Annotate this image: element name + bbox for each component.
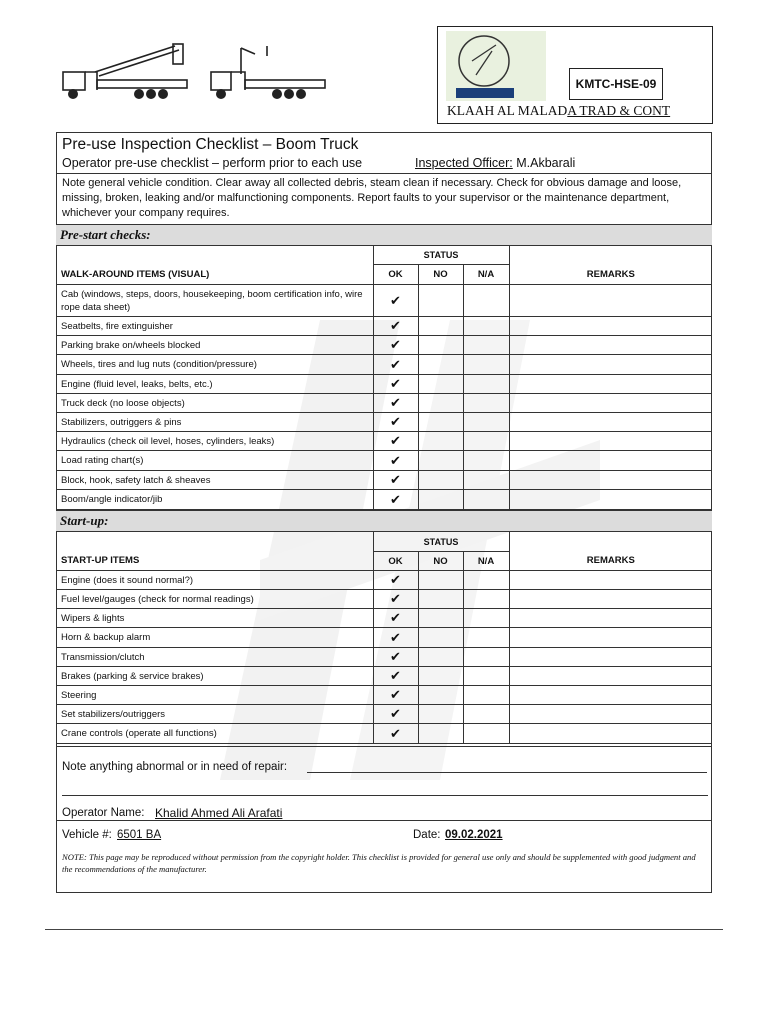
company-name-part2: A TRAD & CONT [567,103,671,118]
na-checkbox[interactable] [463,686,509,705]
checklist-item-label: Fuel level/gauges (check for normal readings) [56,590,373,609]
form-title: Pre-use Inspection Checklist – Boom Truck [62,136,359,153]
ok-checkbox[interactable]: ✔ [373,394,418,413]
na-checkbox[interactable] [463,471,509,490]
no-checkbox[interactable] [418,648,463,667]
checklist-row [56,394,712,413]
ok-checkbox[interactable]: ✔ [373,590,418,609]
checklist-row [56,471,712,490]
no-checkbox[interactable] [418,285,463,317]
checklist-item-label: Hydraulics (check oil level, hoses, cylinders, leaks) [56,432,373,451]
repair-label: Note anything abnormal or in need of repair: [62,761,288,773]
ok-checkbox[interactable]: ✔ [373,375,418,394]
ok-checkbox[interactable]: ✔ [373,724,418,744]
remarks-cell[interactable] [509,471,712,490]
page-bottom-rule [45,929,723,930]
ok-checkbox[interactable]: ✔ [373,285,418,317]
remarks-header: REMARKS [509,265,712,285]
ok-checkbox[interactable]: ✔ [373,628,418,648]
checklist-item-label: Boom/angle indicator/jib [56,490,373,510]
na-checkbox[interactable] [463,432,509,451]
ok-header: OK [373,265,418,285]
status-header: STATUS [373,532,509,552]
remarks-cell[interactable] [509,355,712,375]
checklist-item-label: Set stabilizers/outriggers [56,705,373,724]
ok-checkbox[interactable]: ✔ [373,705,418,724]
ok-checkbox[interactable]: ✔ [373,451,418,471]
items-header: START-UP ITEMS [56,552,373,571]
ok-checkbox[interactable]: ✔ [373,490,418,510]
na-checkbox[interactable] [463,667,509,686]
checklist-row [56,355,712,375]
no-checkbox[interactable] [418,317,463,336]
vehicle-label: Vehicle #: [62,829,112,841]
no-checkbox[interactable] [418,590,463,609]
na-checkbox[interactable] [463,285,509,317]
officer-label: Inspected Officer: [415,156,513,170]
no-checkbox[interactable] [418,394,463,413]
no-checkbox[interactable] [418,686,463,705]
na-checkbox[interactable] [463,413,509,432]
checklist-item-label: Wipers & lights [56,609,373,628]
divider [56,746,712,747]
ok-checkbox[interactable]: ✔ [373,609,418,628]
checklist-item-label: Brakes (parking & service brakes) [56,667,373,686]
na-checkbox[interactable] [463,451,509,471]
no-checkbox[interactable] [418,724,463,744]
blank-cell [56,532,373,552]
divider [56,173,712,174]
ok-checkbox[interactable]: ✔ [373,648,418,667]
no-checkbox[interactable] [418,413,463,432]
no-header: NO [418,552,463,571]
vehicle-number: 6501 BA [117,829,162,841]
remarks-cell[interactable] [509,590,712,609]
remarks-header: REMARKS [509,552,712,571]
na-checkbox[interactable] [463,490,509,510]
ok-checkbox[interactable]: ✔ [373,432,418,451]
na-checkbox[interactable] [463,394,509,413]
company-name [447,103,711,119]
na-header: N/A [463,265,509,285]
remarks-cell[interactable] [509,571,712,590]
startup-table [56,531,712,744]
no-header: NO [418,265,463,285]
checklist-row [56,705,712,724]
checklist-row [56,724,712,744]
checklist-row [56,571,712,590]
divider [56,820,712,821]
no-checkbox[interactable] [418,355,463,375]
no-checkbox[interactable] [418,667,463,686]
na-checkbox[interactable] [463,590,509,609]
checklist-row [56,609,712,628]
inspected-officer [415,156,575,170]
checklist-row [56,413,712,432]
prestart-table [56,245,712,510]
no-checkbox[interactable] [418,705,463,724]
checklist-item-label: Engine (does it sound normal?) [56,571,373,590]
checklist-row [56,285,712,317]
ok-checkbox[interactable]: ✔ [373,317,418,336]
checklist-row [56,490,712,510]
no-checkbox[interactable] [418,451,463,471]
na-header: N/A [463,552,509,571]
checklist-item-label: Parking brake on/wheels blocked [56,336,373,355]
checklist-row [56,628,712,648]
checklist-row [56,336,712,355]
checklist-row [56,317,712,336]
checklist-item-label: Seatbelts, fire extinguisher [56,317,373,336]
no-checkbox[interactable] [418,432,463,451]
no-checkbox[interactable] [418,375,463,394]
officer-name: M.Akbarali [512,156,576,170]
na-checkbox[interactable] [463,336,509,355]
no-checkbox[interactable] [418,336,463,355]
remarks-cell[interactable] [509,413,712,432]
boom-truck-illustration [55,40,345,106]
blank-cell [56,246,373,265]
ok-header: OK [373,552,418,571]
status-header: STATUS [373,246,509,265]
form-code: KMTC-HSE-09 [569,68,663,100]
no-checkbox[interactable] [418,628,463,648]
remarks-cell[interactable] [509,317,712,336]
ok-checkbox[interactable]: ✔ [373,355,418,375]
no-checkbox[interactable] [418,490,463,510]
ok-checkbox[interactable]: ✔ [373,336,418,355]
checklist-row [56,432,712,451]
checklist-item-label: Horn & backup alarm [56,628,373,648]
na-checkbox[interactable] [463,355,509,375]
checklist-item-label: Load rating chart(s) [56,451,373,471]
repair-input-line-2[interactable] [62,795,708,796]
no-checkbox[interactable] [418,609,463,628]
remarks-cell[interactable] [509,432,712,451]
date-label: Date: [413,829,441,841]
checklist-row [56,451,712,471]
checklist-row [56,648,712,667]
checklist-item-label: Transmission/clutch [56,648,373,667]
remarks-cell[interactable] [509,724,712,744]
remarks-cell[interactable] [509,648,712,667]
prestart-section-header: Pre-start checks: [56,224,712,246]
ok-checkbox[interactable]: ✔ [373,571,418,590]
company-name-part1: KLAAH AL MALAD [447,103,568,118]
footnote: NOTE: This page may be reproduced without permission from the copyright holder. This checklist is provided for general use only and should be supplemented with good judgment and the recommendations of the manufacturer. [62,852,696,874]
instructions-note: Note general vehicle condition. Clear away all collected debris, steam clean if necessary. Check for obvious damage and loose, missing, broken, leaking and/or malfunctioning components. Report faults to your supervisor or the maintenance department, whichever your company requires. [62,177,682,219]
blank-cell [509,246,712,265]
operator-label: Operator Name: [62,807,145,819]
na-checkbox[interactable] [463,375,509,394]
checklist-item-label: Stabilizers, outriggers & pins [56,413,373,432]
remarks-cell[interactable] [509,336,712,355]
checklist-row [56,667,712,686]
blank-cell [509,532,712,552]
na-checkbox[interactable] [463,705,509,724]
checklist-item-label: Engine (fluid level, leaks, belts, etc.) [56,375,373,394]
na-checkbox[interactable] [463,317,509,336]
remarks-cell[interactable] [509,490,712,510]
checklist-row [56,686,712,705]
na-checkbox[interactable] [463,628,509,648]
na-checkbox[interactable] [463,609,509,628]
kmtc-logo-icon [446,31,546,101]
checklist-row [56,375,712,394]
form-subtitle: Operator pre-use checklist – perform prior to each use [62,156,363,170]
checklist-row [56,590,712,609]
startup-section-header: Start-up: [56,510,712,532]
no-checkbox[interactable] [418,471,463,490]
ok-checkbox[interactable]: ✔ [373,471,418,490]
remarks-cell[interactable] [509,394,712,413]
remarks-cell[interactable] [509,705,712,724]
na-checkbox[interactable] [463,648,509,667]
company-logo [446,31,546,101]
operator-name: Khalid Ahmed Ali Arafati [155,806,283,820]
date-value: 09.02.2021 [445,829,503,841]
checklist-item-label: Crane controls (operate all functions) [56,724,373,744]
checklist-item-label: Steering [56,686,373,705]
checklist-item-label: Block, hook, safety latch & sheaves [56,471,373,490]
remarks-cell[interactable] [509,451,712,471]
items-header: WALK-AROUND ITEMS (VISUAL) [56,265,373,285]
checklist-item-label: Wheels, tires and lug nuts (condition/pressure) [56,355,373,375]
ok-checkbox[interactable]: ✔ [373,413,418,432]
ok-checkbox[interactable]: ✔ [373,686,418,705]
na-checkbox[interactable] [463,571,509,590]
no-checkbox[interactable] [418,571,463,590]
checklist-item-label: Cab (windows, steps, doors, housekeeping, boom certification info, wire rope data sheet) [56,285,373,317]
repair-input-line[interactable] [307,772,707,773]
remarks-cell[interactable] [509,667,712,686]
checklist-item-label: Truck deck (no loose objects) [56,394,373,413]
remarks-cell[interactable] [509,628,712,648]
ok-checkbox[interactable]: ✔ [373,667,418,686]
remarks-cell[interactable] [509,686,712,705]
remarks-cell[interactable] [509,285,712,317]
remarks-cell[interactable] [509,375,712,394]
na-checkbox[interactable] [463,724,509,744]
remarks-cell[interactable] [509,609,712,628]
